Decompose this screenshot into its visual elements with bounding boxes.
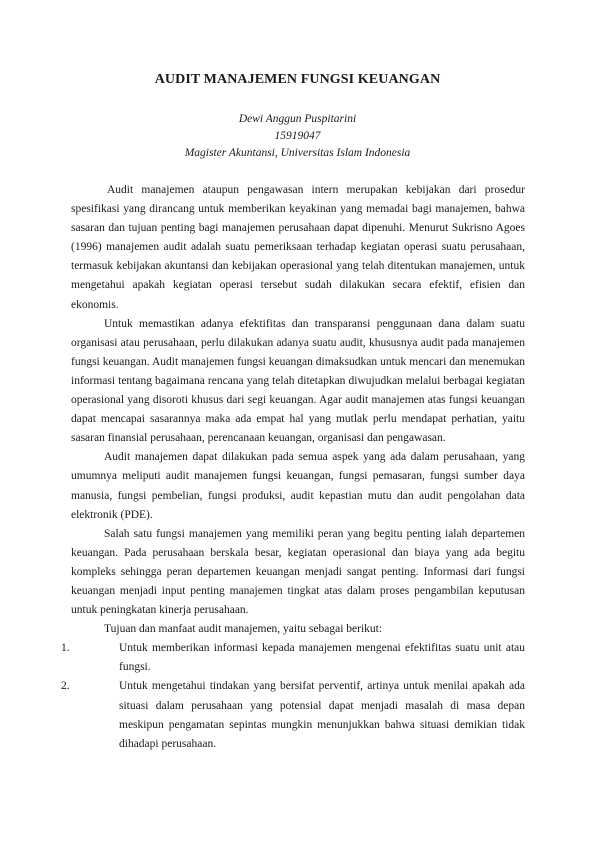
- list-item-text: [108, 677, 525, 753]
- list-item-number: 2.: [61, 680, 70, 693]
- list-item-text: [108, 639, 525, 677]
- author-block: [0, 111, 595, 162]
- list-item: [61, 677, 525, 753]
- paragraph-1: Audit manajemen ataupun pengawasan intern merupakan kebijakan dari prosedur spesifikasi yang dirancang untuk memberikan keyakinan yang memadai bagi manajemen, bahwa sasaran dan tujuan penting bagi manajemen perusahaan dapat dipenuhi. Menurut Sukrisno Agoes (1996) manajemen audit adalah suatu pemeriksaan terhadap kegiatan operasi suatu perusahaan, termasuk kebijakan akuntansi dan kebijakan operasional yang telah ditentukan manajemen, untuk mengetahui apakah kegiatan operasi tersebut sudah dilakukan secara efektif, efisien dan ekonomis.: [71, 184, 525, 311]
- author-name: Dewi Anggun Puspitarini: [238, 113, 357, 125]
- paragraph-2: Untuk memastikan adanya efektifitas dan transparansi penggunaan dana dalam suatu organisasi atau perusahaan, perlu dilakukan adanya suatu audit, khususnya audit pada manajemen fungsi keuangan. Audit manajemen fungsi keuangan dimaksudkan untuk mencari dan menemukan informasi tentang bagaimana rencana yang telah ditetapkan diwujudkan melalui berbagai kegiatan operasional yang disoroti khusus dari segi keuangan. Agar audit manajemen atas fungsi keuangan dapat mencapai sasarannya maka ada empat hal yang mutlak perlu mendapat perhatian, yaitu sasaran finansial perusahaan, perencanaan keuangan, organisasi dan pengawasan.: [71, 317, 525, 445]
- author-affiliation: Magister Akuntansi, Universitas Islam Indonesia: [184, 147, 411, 159]
- paragraph-5: Tujuan dan manfaat audit manajemen, yaitu sebagai berikut:: [104, 623, 383, 636]
- document-body: [61, 181, 525, 754]
- page-title: AUDIT MANAJEMEN FUNGSI KEUANGAN: [154, 72, 441, 87]
- paragraph-3: Audit manajemen dapat dilakukan pada semua aspek yang ada dalam perusahaan, yang umumnya meliputi audit manajemen fungsi keuangan, fungsi pemasaran, fungsi sumber daya manusia, fungsi pembelian, fungsi produksi, audit kepastian mutu dan audit pengolahan data elektronik (PDE).: [71, 451, 525, 521]
- list-item-number: 1.: [61, 642, 70, 655]
- paragraph-4: Salah satu fungsi manajemen yang memiliki peran yang begitu penting ialah departemen keuangan. Pada perusahaan berskala besar, kegiatan operasional dan biaya yang ada begitu kompleks sehingga peran departemen keuangan menjadi sangat penting. Informasi dari fungsi keuangan menjadi input penting manajemen tingkat atas dalam proses pengambilan keputusan untuk peningkatan kinerja perusahaan.: [71, 527, 525, 617]
- author-student-id: 15919047: [274, 130, 321, 142]
- list-item-body: Untuk mengetahui tindakan yang bersifat perventif, artinya untuk menilai apakah ada situasi dalam perusahaan yang potensial dapat menjadi masalah di masa depan meskipun pengamatan sepintas mungkin menunjukkan bahwa situasi demikian tidak dihadapi perusahaan.: [119, 680, 525, 750]
- list-item: [61, 639, 525, 677]
- list-item-body: Untuk memberikan informasi kepada manajemen mengenai efektifitas suatu unit atau fungsi.: [119, 642, 525, 674]
- objectives-list: [61, 639, 525, 754]
